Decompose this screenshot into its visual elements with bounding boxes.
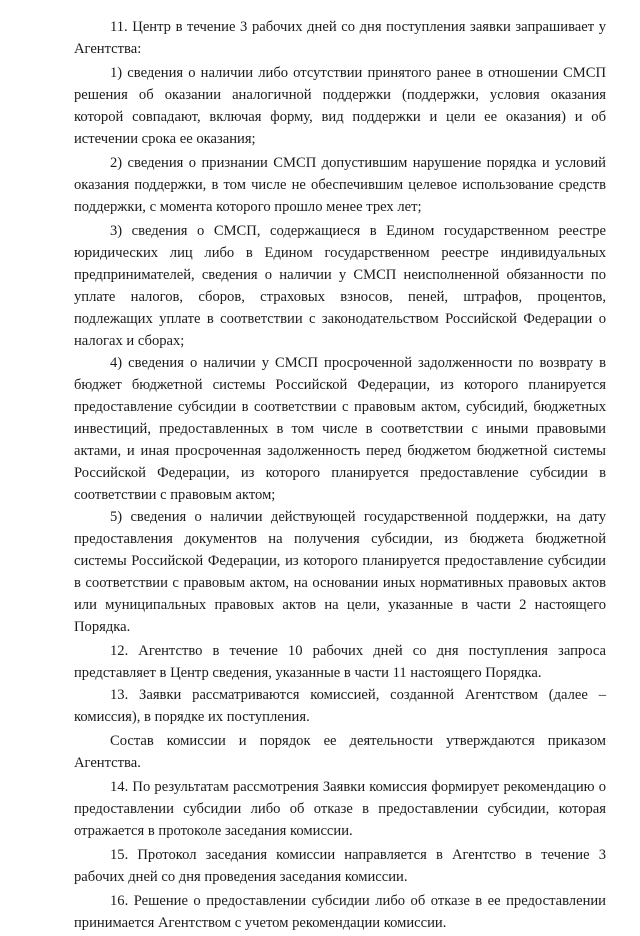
paragraph-16: 16. Решение о предоставлении субсидии либо об отказе в ее предоставлении принимается Агентством с учетом рекомендации комиссии. xyxy=(74,893,606,931)
paragraph-13: 13. Заявки рассматриваются комиссией, созданной Агентством (далее – комиссия), в порядке их поступления. xyxy=(74,687,606,725)
paragraph-11-item-1: 1) сведения о наличии либо отсутствии принятого ранее в отношении СМСП решения об оказании аналогичной поддержки (поддержки, условия оказания которой совпадают, включая форму, вид поддержки и цели ее оказания) и об истечении срока ее оказания; xyxy=(74,65,606,147)
paragraph-11-item-5: 5) сведения о наличии действующей государственной поддержки, на дату предоставления документов на получения субсидии, из бюджета бюджетной системы Российской Федерации, из которого планируется предоставление субсидии в соответствии с правовым актом, на основании иных нормативных правовых актов или муниципальных правовых актов на цели, указанные в части 2 настоящего Порядка. xyxy=(74,509,606,635)
paragraph-11-item-2: 2) сведения о признании СМСП допустившим нарушение порядка и условий оказания поддержки, в том числе не обеспечившим целевое использование средств поддержки, с момента которого прошло менее трех лет; xyxy=(74,155,606,215)
document-page xyxy=(74,16,606,936)
paragraph-11-item-4: 4) сведения о наличии у СМСП просроченной задолженности по возврату в бюджет бюджетной системы Российской Федерации, из которого планируется предоставление субсидии в соответствии с правовым актом, субсидий, бюджетных инвестиций, предоставленных в том числе в соответствии с иными правовыми актами, и иная просроченная задолженность перед бюджетом бюджетной системы Российской Федерации, из которого планируется предоставление субсидии в соответствии с правовым актом; xyxy=(74,355,606,503)
paragraph-11: 11. Центр в течение 3 рабочих дней со дня поступления заявки запрашивает у Агентства: xyxy=(74,19,606,57)
paragraph-14: 14. По результатам рассмотрения Заявки комиссия формирует рекомендацию о предоставлении субсидии либо об отказе в предоставлении субсидии, которая отражается в протоколе заседания комиссии. xyxy=(74,779,606,839)
paragraph-13-commission: Состав комиссии и порядок ее деятельности утверждаются приказом Агентства. xyxy=(74,733,606,771)
paragraph-12: 12. Агентство в течение 10 рабочих дней со дня поступления запроса представляет в Центр сведения, указанные в части 11 настоящего Порядка. xyxy=(74,643,606,681)
paragraph-15: 15. Протокол заседания комиссии направляется в Агентство в течение 3 рабочих дней со дня проведения заседания комиссии. xyxy=(74,847,606,885)
paragraph-11-item-3: 3) сведения о СМСП, содержащиеся в Едином государственном реестре юридических лиц либо в Едином государственном реестре индивидуальных предпринимателей, сведения о наличии у СМСП неисполненной обязанности по уплате налогов, сборов, страховых взносов, пеней, штрафов, процентов, подлежащих уплате в соответствии с законодательством Российской Федерации о налогах и сборах; xyxy=(74,223,606,349)
